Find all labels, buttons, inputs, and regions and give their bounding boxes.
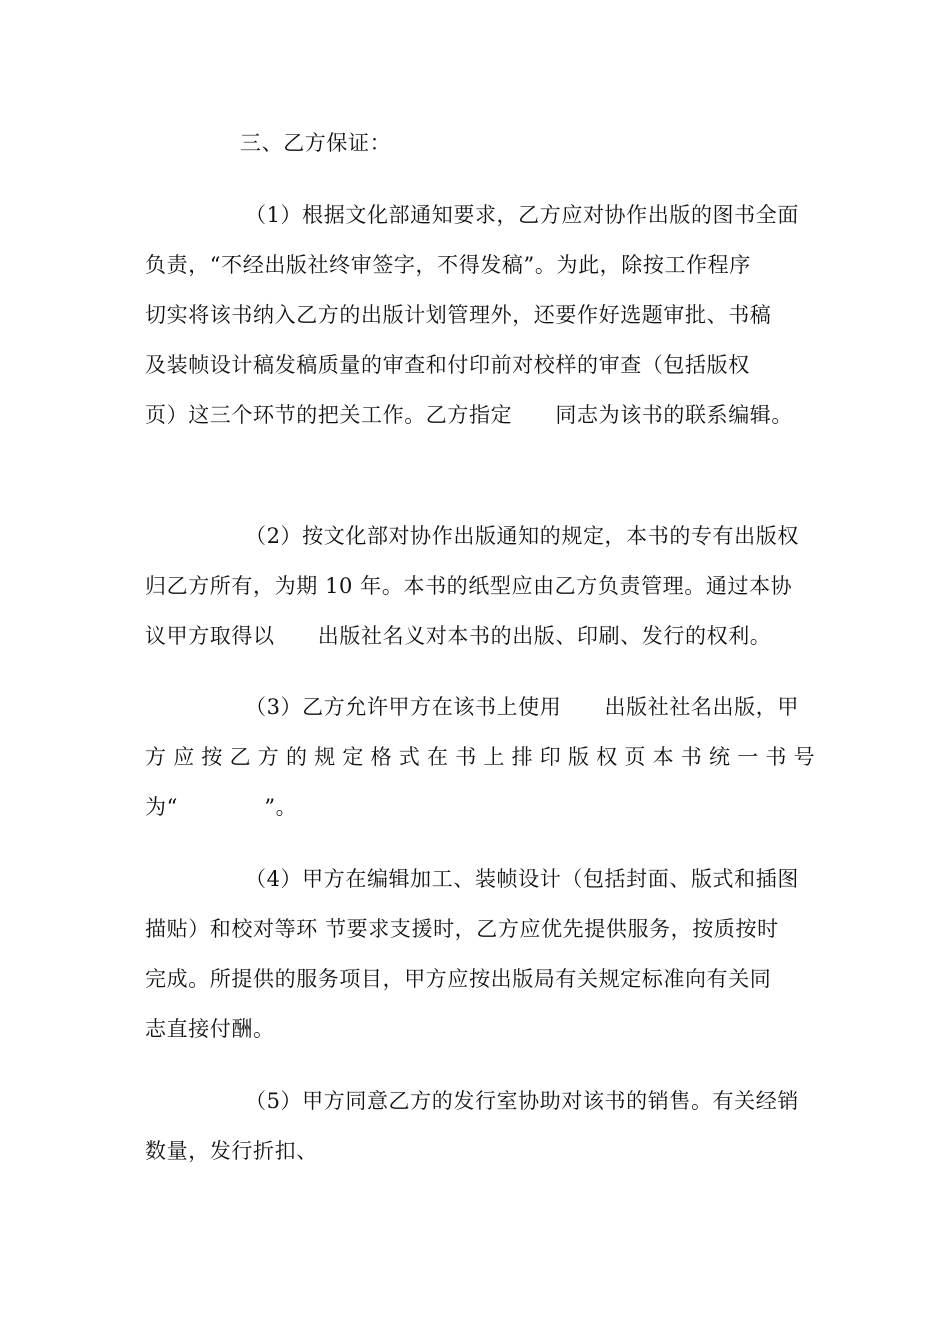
- paragraph-4-line-1: （4）甲方在编辑加工、装帧设计（包括封面、版式和插图: [245, 867, 799, 891]
- paragraph-1-line-5: 页）这三个环节的把关工作。乙方指定 同志为该书的联系编辑。: [145, 403, 793, 427]
- paragraph-2-line-3: 议甲方取得以 出版社名义对本书的出版、印刷、发行的权利。: [145, 624, 772, 648]
- paragraph-5-line-1: （5）甲方同意乙方的发行室协助对该书的销售。有关经销: [245, 1089, 799, 1113]
- paragraph-4-line-2: 描贴）和校对等环 节要求支援时，乙方应优先提供服务，按质按时: [145, 917, 779, 941]
- paragraph-2-line-2: 归乙方所有，为期 10 年。本书的纸型应由乙方负责管理。通过本协: [145, 574, 793, 598]
- paragraph-2-line-1: （2）按文化部对协作出版通知的规定，本书的专有出版权: [245, 524, 799, 548]
- paragraph-4-line-4: 志直接付酬。: [145, 1017, 275, 1041]
- paragraph-3-line-3: 为“ ”。: [145, 795, 298, 819]
- paragraph-3-line-2: 方应按乙方的规定格式在书上排印版权页本书统一书号: [145, 745, 822, 769]
- paragraph-5-line-2: 数量，发行折扣、: [145, 1139, 318, 1163]
- paragraph-4-line-3: 完成。所提供的服务项目，甲方应按出版局有关规定标准向有关同: [145, 967, 772, 991]
- paragraph-1-line-3: 切实将该书纳入乙方的出版计划管理外，还要作好选题审批、书稿: [145, 303, 772, 327]
- paragraph-3-line-1: （3）乙方允许甲方在该书上使用 出版社社名出版，甲: [245, 695, 799, 719]
- paragraph-1-line-2: 负责，“不经出版社终审签字，不得发稿”。为此，除按工作程序: [145, 253, 751, 277]
- paragraph-1-line-4: 及装帧设计稿发稿质量的审查和付印前对校样的审查（包括版权: [145, 353, 750, 377]
- paragraph-1-line-1: （1）根据文化部通知要求，乙方应对协作出版的图书全面: [245, 203, 799, 227]
- section-heading: 三、乙方保证：: [240, 131, 392, 155]
